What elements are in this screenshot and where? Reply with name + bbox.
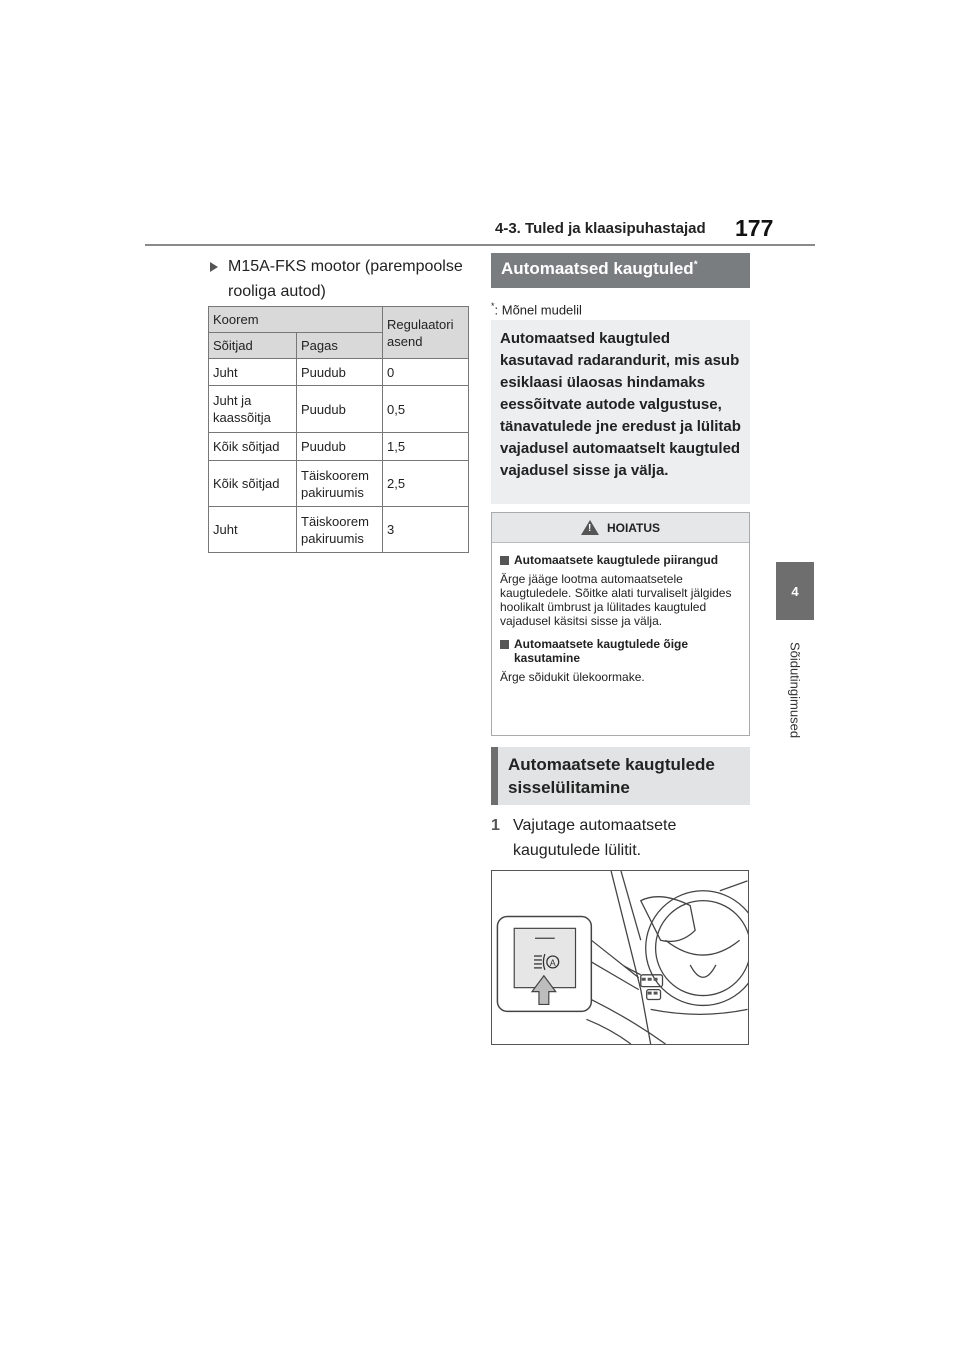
warning-subheading bbox=[500, 637, 741, 665]
cell-position: 1,5 bbox=[383, 433, 469, 461]
activation-heading: Automaatsete kaugtulede sisselülitamine bbox=[491, 747, 750, 805]
cell-occupants: Juht bbox=[209, 359, 297, 386]
header-position: Regulaatori asend bbox=[383, 307, 469, 359]
headlight-leveling-table bbox=[208, 306, 469, 553]
warning-subheading-text: Automaatsete kaugtulede piirangud bbox=[514, 553, 719, 567]
asterisk-mark: * bbox=[693, 259, 698, 271]
page-number: 177 bbox=[735, 215, 774, 241]
cell-luggage: Puudub bbox=[297, 386, 383, 433]
cell-luggage: Puudub bbox=[297, 359, 383, 386]
switch-location-illustration bbox=[491, 870, 749, 1045]
cell-position: 2,5 bbox=[383, 461, 469, 507]
cell-luggage: Puudub bbox=[297, 433, 383, 461]
table-row bbox=[209, 386, 469, 433]
auto-high-beam-heading bbox=[491, 253, 750, 288]
cell-occupants: Juht bbox=[209, 507, 297, 553]
warning-subheading-text: Automaatsete kaugtulede õige kasutamine bbox=[514, 637, 689, 665]
chapter-title: Sõidutingimused bbox=[787, 641, 803, 739]
section-title: 4-3. Tuled ja klaasipuhastajad bbox=[495, 220, 706, 237]
cell-position: 0 bbox=[383, 359, 469, 386]
cell-luggage: Täiskoorem pakiruumis bbox=[297, 507, 383, 553]
header-occupants: Sõitjad bbox=[209, 333, 297, 359]
dashboard-illustration bbox=[492, 871, 748, 1044]
warning-icon bbox=[581, 520, 599, 535]
step-number: 1 bbox=[491, 817, 500, 834]
warning-subheading bbox=[500, 553, 741, 567]
footnote-asterisk: * bbox=[491, 301, 495, 311]
footnote bbox=[491, 301, 582, 317]
header-luggage: Pagas bbox=[297, 333, 383, 359]
warning-body bbox=[492, 543, 749, 699]
table-row bbox=[209, 359, 469, 386]
cell-luggage: Täiskoorem pakiruumis bbox=[297, 461, 383, 507]
cell-occupants: Juht ja kaassõitja bbox=[209, 386, 297, 433]
cell-position: 0,5 bbox=[383, 386, 469, 433]
cell-occupants: Kõik sõitjad bbox=[209, 461, 297, 507]
table-row bbox=[209, 433, 469, 461]
chapter-tab: 4 bbox=[776, 562, 814, 620]
step-item bbox=[491, 813, 750, 863]
warning-text: Ärge jääge lootma automaatsetele kaugtuledele. Sõitke alati turvaliselt jälgides hoolikalt ümbrust ja lülitades kaugtuled vajadusel käsitsi sisse ja välja. bbox=[500, 572, 732, 628]
square-bullet-icon bbox=[500, 640, 509, 649]
table-row bbox=[209, 461, 469, 507]
header-rule bbox=[145, 244, 815, 246]
auto-heading-text: Automaatsed kaugtuled bbox=[501, 259, 694, 278]
square-bullet-icon bbox=[500, 556, 509, 565]
footnote-text: : Mõnel mudelil bbox=[494, 302, 582, 318]
triangle-bullet-icon bbox=[210, 262, 218, 272]
warning-header bbox=[492, 513, 749, 543]
cell-occupants: Kõik sõitjad bbox=[209, 433, 297, 461]
intro-summary: Automaatsed kaugtuled kasutavad radarandurit, mis asub esiklaasi ülaosas hindamaks eessõitvate autode valgustuse, tänavatulede jne eredust ja lülitab vajadusel automaatselt kaugtuled vajadusel sisse ja välja. bbox=[491, 320, 750, 504]
warning-title: HOIATUS bbox=[606, 520, 661, 535]
warning-text: Ärge sõidukit ülekoormake. bbox=[500, 670, 645, 684]
engine-note bbox=[210, 254, 470, 304]
table-row bbox=[209, 507, 469, 553]
header-load: Koorem bbox=[209, 307, 383, 333]
engine-note-text: M15A-FKS mootor (parempoolse rooliga autod) bbox=[228, 258, 463, 300]
cell-position: 3 bbox=[383, 507, 469, 553]
warning-box bbox=[491, 512, 750, 736]
svg-text:A: A bbox=[549, 957, 556, 968]
step-text: Vajutage automaatsete kaugutulede lülitit. bbox=[513, 817, 677, 859]
